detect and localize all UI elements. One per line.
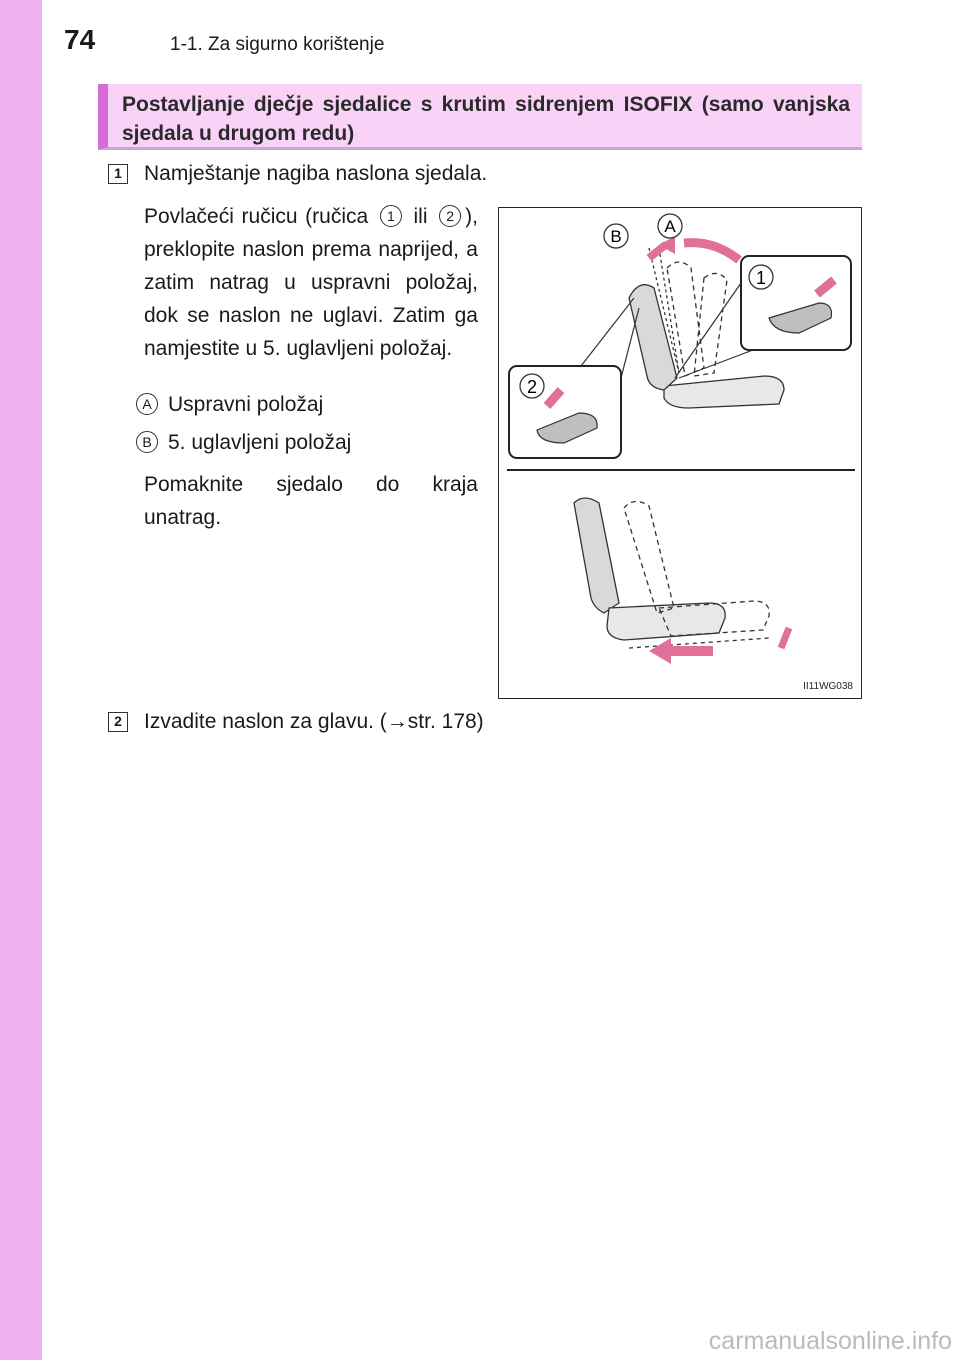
section-title: Postavljanje dječje sjedalice s krutim sidrenjem ISOFIX (samo vanjska sjedala u drugom redu): [122, 93, 850, 145]
label-a-text: Uspravni položaj: [168, 393, 324, 416]
label-b-row: [136, 431, 351, 455]
label-a-marker: A: [136, 393, 158, 415]
callout-2-marker: 2: [439, 205, 461, 227]
step-1-instructions: [144, 200, 478, 365]
instruction-or: ili: [413, 205, 428, 228]
callout-2-label: 2: [526, 377, 538, 397]
chapter-side-tab: [0, 0, 42, 1360]
step-2-badge: 2: [108, 712, 128, 732]
step-1-text: Namještanje nagiba naslona sjedala.: [144, 162, 488, 185]
callout-1-marker: 1: [380, 205, 402, 227]
bottom-seat-drawing: [574, 498, 769, 648]
seat-illustration-drawing: [499, 208, 860, 697]
figure-code: II11WG038: [803, 681, 853, 692]
slide-arrow-head: [649, 638, 671, 664]
callout-1-label: 1: [755, 268, 767, 288]
inset-1-leader: [675, 283, 741, 378]
seat-illustration: [498, 207, 862, 699]
step-2-text: Izvadite naslon za glavu. (→str. 178): [144, 710, 484, 733]
step-1-final-instruction: Pomaknite sjedalo do kraja unatrag.: [144, 473, 478, 529]
slide-arrow-body: [671, 646, 713, 656]
label-b-marker: B: [136, 431, 158, 453]
label-b-text: 5. uglavljeni položaj: [168, 431, 352, 454]
lever-lift-arrow: [781, 628, 789, 648]
page-number: 74: [64, 24, 96, 55]
callout-a-label: A: [664, 217, 676, 236]
label-a-row: [136, 393, 323, 417]
chapter-title: 1-1. Za sigurno korištenje: [170, 34, 385, 55]
watermark: carmanualsonline.info: [708, 1327, 952, 1355]
inset-2-leader-2: [621, 308, 639, 378]
step-1-badge: 1: [108, 164, 128, 184]
callout-b-label: B: [610, 227, 622, 246]
section-heading-box: [98, 84, 862, 150]
inset-2-leader: [581, 298, 634, 366]
position-a-arrow: [684, 243, 739, 260]
instruction-text-part2: ), preklopite naslon prema naprijed, a zatim natrag u uspravni položaj, dok se naslon ne uglavi. Zatim ga namjestite u 5. uglavljeni položaj.: [144, 205, 478, 360]
instruction-text-part1: Povlačeći ručicu (ručica: [144, 205, 369, 228]
